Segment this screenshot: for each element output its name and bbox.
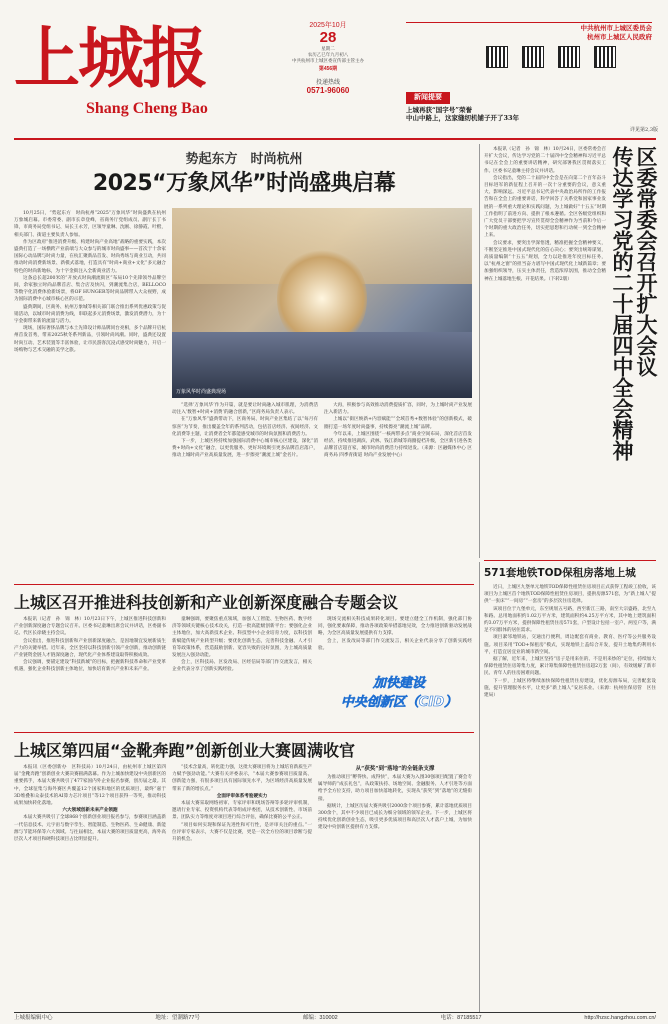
article4-col2 xyxy=(172,764,312,1010)
paragraph: 10月25日，“势起东方 时尚杭州”2025“万象风华”时尚盛典在杭州万象城启幕。市委常委、副市长章登峰，省商务厅党组成员、副厅长丁书锋，市商务局党组书记、局长王永芳，区领导童琳、沈刚、徐静霞、叶楷，相关部门、街道主要负责人参加。 xyxy=(14,211,166,238)
date-box xyxy=(262,20,394,134)
article4-col3 xyxy=(318,774,472,1010)
footer-divider xyxy=(14,1012,656,1013)
paragraph: 会议强调，要锚定建设“科技新城”的目标，把握新科技革命和产业变革机遇，强化企业科技创新主体地位，加快培育新兴产业和未来产业。 xyxy=(14,660,166,673)
paragraph: 本届大赛采取网络初审、专家评审和现场答辩等多轮评审机制，邀请行业专家、投资机构代表等组成评委团，从技术创新性、市场前景、团队实力等维度对项目进行综合评估，确保比赛的公平公正。 xyxy=(172,801,312,821)
footer xyxy=(14,1014,656,1023)
paragraph: 本报讯（记者 孙 锦 林）10月24日，区委常委会召开扩大会议，传达学习党的二十届四中全会精神和习近平总书记在全会上的重要讲话精神，研究部署我区贯彻落实工作。区委书记童琳主持会议并讲话。 xyxy=(484,147,606,174)
org-government: 杭州市上城区人民政府 xyxy=(587,34,652,41)
paragraph: 现场，国际奢侈品牌与本土先锋设计师品牌同台亮相，多个品牌开启杭州首发首秀，带来2025秋冬系列新品，引领时尚风潮。同时，盛典还设置时尚互动、艺术装置等丰富体验，让市民游客沉浸式感受时尚魅力，开启一场购物与艺术交融的美学之旅。 xyxy=(14,326,166,353)
date-day: 28 xyxy=(319,29,337,46)
paragraph: 这条总长超200米的“开放式时尚潮流街区”布局10个先锋领导品牌空间，余家独立时尚品牌首店、集合店及快闪，到潮流集合店，BELLOCO等数字化消费体验新场景，将OF HUNGER等时尚品牌带入大众视野，成为国际消费中心城市核心区的示范。 xyxy=(14,275,166,303)
paragraph: “项目如何实现和保证先进性和可行性，是评审关注的重点。”一位评审专家表示，大赛不仅是比赛，更是一次全方位的项目诊断与提升的机会。 xyxy=(172,822,312,843)
article1-photo[interactable] xyxy=(172,208,472,398)
footer-website[interactable]: http://hzsc.hangzhou.com.cn/ xyxy=(584,1015,656,1021)
paragraph: 下一步，上城区将持续加强国际消费中心城市核心区建设，深化“消费+时尚+文化”融合，以更优服务、更好环境吸引更多品牌首店落户，推动上城时尚产业高质量发展，进一步擦亮“潮流上城”金名片。 xyxy=(172,439,318,459)
weekday: 星期二 xyxy=(321,46,335,51)
paragraph: 在“万象风华”盛典带动下，区商务局、时尚产业区集结了以“每月有惊喜”为节奏，推出覆盖全年的系列活动，包括首店经济、夜间经济、文化消费等主题，让消费者全年都能感受城市的时尚氛围和消费活力。 xyxy=(172,417,318,437)
paragraph: 本报讯（记者 孙 锦 林）10月23日下午，上城区推进科技创新和产业创新深度融合专题会议召开。区委书记童琳出席会议并讲话，区委副书记、代区长徐晓主持会议。 xyxy=(14,617,166,637)
qr-row xyxy=(486,46,656,88)
cid-stamp-line: 中央创新区（CID） xyxy=(340,695,458,710)
article2-title-line: 区委常委会召开扩大会议 xyxy=(634,146,658,377)
subhead: 六大领域创新未来产业领跑 xyxy=(62,808,118,814)
paragraph: 为推动项目“孵得快、成得快”，本届大赛为入围30强项目配置了赛会专属导师的“成长礼包”，从政策扶持、场地空间、金融服务、人才引进等方面给予全方位支持，助力项目加快落地转化，实现从“获奖”到“落地”的无缝衔接。 xyxy=(318,775,472,802)
article1-col1 xyxy=(14,210,166,578)
divider xyxy=(14,732,474,733)
org-party: 中共杭州市上城区委员会 xyxy=(580,25,652,32)
qr-code-icon[interactable] xyxy=(486,46,508,68)
paragraph: 现场交流相关科技成果转化项目。要建立健全工作机制，强化部门协同，强化要素保障，推动各项政策举措落地见效，全力推进创新驱动发展战略，为全区高质量发展提供有力支撑。 xyxy=(318,617,472,637)
footer-zip: 邮编：310002 xyxy=(302,1015,338,1021)
article1-col3 xyxy=(324,402,472,580)
paragraph: 今年以来，上城区围绕“一核两带多点”商业空间布局，深化首店首发经济，持续推进湖滨、武林、钱江新城等商圈提档升级，全区新引进各类品牌首店超百家，城市时尚消费活力持续迸发。（来源：区融媒体中心 区商务局 四季青街道 时尚产业发展中心） xyxy=(324,431,472,459)
article1-kicker: 势起东方 时尚杭州 xyxy=(185,152,303,167)
qr-code-icon[interactable] xyxy=(522,46,544,68)
paragraph: 作为区政府“推进消费升级、构建时尚产业高地”战略的重要实践，本次盛典打造了一场横跨产业前端与大众参与的城市时尚盛事——首次于十余家国际心动品牌与时尚力量，在杭汇聚新品首发、时尚秀场与商业互动，共同推动时尚消费新场景、新模式落地，打造具有“时尚+商业+文化”多元融合特色的时尚新地标，为十字金街注入全新商业活力。 xyxy=(14,239,166,274)
lunar-date: 农历乙巳年九月初八 xyxy=(307,52,349,58)
article2-title[interactable] xyxy=(610,146,658,486)
article2-title-line: 传达学习党的二十届四中全会精神 xyxy=(610,146,634,461)
photo-caption: 万象风华时尚盛典现场 xyxy=(176,389,227,395)
article1-col2 xyxy=(172,402,318,580)
paragraph: 上城以“街区焕新+内容赋能”“全域首秀+数智体验”的创新模式，破圈打造一场年度时尚盛事，持续擦亮“潮流上城”品牌。 xyxy=(324,417,472,430)
paragraph: 会上，区科技局、区发改局、区经信局等部门作交流发言，相关企业代表分享了创新实践经验。 xyxy=(172,660,312,673)
news-brief-item[interactable]: 中山中路上，这家缝纫机铺子开了33年 xyxy=(406,114,520,122)
cid-stamp-line: 加快建设 xyxy=(372,676,425,691)
news-brief-label: 新闻提要 xyxy=(406,92,450,104)
paragraph: 盛典期间，区商务、杭州万象城等相关部门联合推出系列优惠政策与促销活动，以城市时尚消费为线，串联起多元消费场景，激发消费潜力，为十字金街带来新的流量与活力。 xyxy=(14,304,166,325)
paragraph: 本报讯（区委创新办 区科技局）10月24日，由杭州市上城区第四届“金靴奔跑”创新创业大赛决赛圆满落幕。作为上城加快建设中央创新区的重要抓手，本届大赛共吸引了477家国内外企业报名参赛，创历届之最。其中，全球征集与海外赛区共覆盖12个国家和地区的优质项目，最终“嘉于3D堆叠和众泰技术的AI算力芯片项目”等12个项目获得一等奖，推动科技成果加快转化落地。 xyxy=(14,765,166,807)
subhead: 全面评审体系考验硬实力 xyxy=(216,793,268,799)
article4-title[interactable]: 上城区第四届“金靴奔跑”创新创业大赛圆满收官 xyxy=(14,741,356,760)
divider xyxy=(484,560,656,561)
qr-code-icon[interactable] xyxy=(594,46,616,68)
hotline-label: 投递热线 xyxy=(315,79,340,86)
paragraph: 会议要求，要突出学深悟透，精准把握全会精神要义，不断坚定推进中国式现代化的信心决心；要突出统筹谋划，高质量编制“十五五”规划，全力以赴推进年度目标任务，以“杭州之窗”的担当奋力谱写中国式现代化上城新篇章；要加强组织领导，压实主体责任，营造浓厚氛围，推动全会精神在上城落地生根、开花结果。（下转2版） xyxy=(484,240,606,282)
article3-col2 xyxy=(172,616,312,728)
qr-code-icon[interactable] xyxy=(558,46,580,68)
article4-col1 xyxy=(14,764,166,1010)
column-divider xyxy=(479,562,480,1012)
article4-col3-head: 从“获奖”到“落地”的全链条支撑 xyxy=(355,766,435,772)
article3-title[interactable]: 上城区召开推进科技创新和产业创新深度融合专题会议 xyxy=(14,593,399,612)
article5-body xyxy=(484,584,656,1010)
article3-col1 xyxy=(14,616,166,728)
paragraph: 项目紧邻地铁站，交通出行便利，周边配套有商业、教育、医疗等公共服务设施。项目采用“TOD+保租房”模式，实现地铁上盖综合开发，提升土地集约利用水平，打造宜居宜业的城市新空间。 xyxy=(484,635,656,655)
paragraph: 会上，区发改局等部门作交流发言，相关企业代表分享了创新实践经验。 xyxy=(318,638,472,651)
issue-number: 第456期 xyxy=(318,65,338,72)
article3-col3 xyxy=(318,616,472,666)
news-brief xyxy=(406,106,656,122)
paragraph: “选择‘万象风华’作为开篇，就是要让时尚融入城市肌理，为消费活动注入‘数智+时尚+消费’的融合创新，”区商务局负责人表示。 xyxy=(172,403,318,416)
paragraph: 童琳强调，要聚焦重点领域，加强人工智能、生物医药、数字经济等领域关键核心技术攻关，打造一批高能级创新平台；要强化企业主体地位，加大高新技术企业、科技型中小企业培育力度，以科技创新赋能传统产业转型升级；要优化创新生态，完善科技金融、人才引育等政策体系，营造鼓励创新、宽容失败的良好氛围，为上城高质量发展注入强劲动能。 xyxy=(172,617,312,659)
paragraph: 近日，上城区九堡单元地铁TOD保障性租赁住房项目正式获得工程竣工验收，该项目为上城区首个地铁TOD保障性租赁住房项目，提供房源571套，为“新上城人”提供“一张床”“一间房”“一套房”的多层次住房选择。 xyxy=(484,585,656,605)
paragraph: 据了解，近年来，上城区坚持“房子是用来住的、不是用来炒的”定位，持续加大保障性租赁住房筹集力度，累计筹集保障性租赁住房超2万套（间），有效缓解了新市民、青年人的住房困难问题。 xyxy=(484,657,656,677)
hotline-number: 0571-96060 xyxy=(306,85,350,95)
divider xyxy=(14,584,474,585)
paragraph: 会议指出，党的二十届四中全会是在向第二个百年奋斗目标进军的新征程上召开的一次十分重要的会议，意义重大、影响深远。习近平总书记代表中央政治局所作的工作报告和在全会上的重要讲话，科学回答了关系党和国家事业发展的一系列重大理论和实践问题，为上城做好“十五五”时期工作指明了前进方向、提供了根本遵循。全区各级党组织和广大党员干部要把学习宣传贯彻全会精神作为当前和今后一个时期的重大政治任务，切实把思想和行动统一到全会精神上来。 xyxy=(484,175,606,239)
paragraph: 大再，积极参与高效推动消费提质扩容，同时，为上城时尚产业发展注入新活力。 xyxy=(324,403,472,416)
footer-phone: 电话：87185517 xyxy=(440,1015,482,1021)
paragraph: “技术含量高，转化能力强，这批大赛项目将为上城培育新质生产力赋予强劲动能。”大赛有关评委表示，“本届大赛参赛项目质量高、创新能力强，有很多项目具有国际领先水平，为区域经济高质量发展带来了新的增长点。” xyxy=(172,765,312,792)
footer-address: 地址：望潮路77号 xyxy=(155,1015,200,1021)
paragraph: 本届大赛共吸引了全球868个创新创业项目报名参与，参赛项目涵盖新一代信息技术、元宇宙与数字孪生、智能制造、生物医药、生命健康、新能源与节能环保等六大领域。与往届相比，本届大赛的项目质量更高，海外高层次人才项目和硬科技项目占比明显提升。 xyxy=(14,815,166,843)
paragraph: 该项目位于九堡单元，东至规划五号路，西至新江三路，南至大宗盛路，北至九和路。总用地面积约1.02万平方米，建筑面积约4.25万平方米，其中地上建筑面积约3.07万平方米，提供保障性租赁住房571套，户型设计包括一室户、两室户等，满足不同群体的居住需求。 xyxy=(484,606,656,634)
paragraph: 会议指出，推进科技创新和产业创新深度融合，是因地制宜发展新质生产力的关键举措。近年来，全区坚持以科技创新引领产业创新，推动创新链产业链资金链人才链深度融合，现代化产业体系建设取得积极成效。 xyxy=(14,638,166,659)
news-brief-item[interactable]: 上城再获“国字号”荣誉 xyxy=(406,106,472,114)
paragraph: 据统计，上城区历届大赛共吸引2000余个项目参赛，累计落地优质项目300余个，其中不少项目已成长为细分领域的领军企业。下一步，上城区将持续优化创新创业生态，吸引更多优质项目和高层次人才落户上城，为加快建设中央创新区提供有力支撑。 xyxy=(318,803,472,831)
date-year-month: 2025年10月 xyxy=(309,22,347,29)
masthead-divider xyxy=(14,138,656,140)
masthead-pinyin: Shang Cheng Bao xyxy=(86,100,208,117)
article2-body xyxy=(484,146,606,554)
see-page-note: 详见第2,3版 xyxy=(630,127,658,133)
sponsor: 中共杭州市上城区委宣传部主管主办 xyxy=(292,58,364,64)
paragraph: 下一步，上城区将继续加快保障性租赁住房建设，优化房源布局，完善配套设施，提升管理服务水平，让更多“新上城人”安居乐业。（来源：杭州住保房管 区住建局） xyxy=(484,678,656,699)
article5-title[interactable]: 571套地铁TOD保租房落地上城 xyxy=(484,567,636,579)
cid-stamp xyxy=(340,672,458,724)
masthead-logo: 上城报 xyxy=(14,19,206,97)
article1-title[interactable]: 2025“万象风华”时尚盛典启幕 xyxy=(92,171,396,196)
column-divider xyxy=(479,144,480,558)
footer-editor: 上城报编辑中心 xyxy=(14,1015,53,1021)
